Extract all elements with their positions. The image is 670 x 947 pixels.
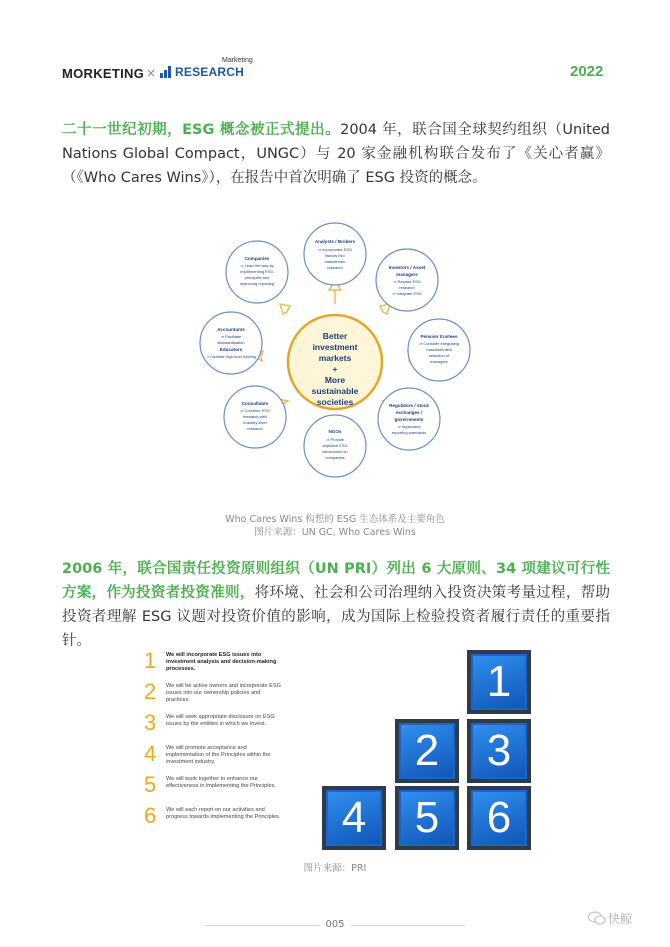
- block-6: [471, 790, 527, 846]
- principle-text: We will be active owners and incorporate ESG issues into our ownership policies and practices.: [166, 683, 281, 703]
- node-line: Educators: [219, 347, 243, 352]
- principle-number: 6: [144, 803, 157, 828]
- pri-source: 图片来源：PRI: [303, 863, 367, 874]
- node-line: ⇒ Provide: [325, 437, 345, 442]
- node-title: Consultants: [241, 401, 269, 406]
- node-line: ⇒ Integrate ESG: [392, 291, 422, 296]
- node-line: research: [399, 285, 415, 290]
- node-line: ⇒ Reward ESG: [393, 279, 421, 284]
- block-1: [471, 654, 527, 710]
- node-line: factors into: [325, 253, 345, 258]
- list-item: [144, 805, 284, 836]
- block-2: [399, 723, 455, 779]
- block-3: [471, 723, 527, 779]
- principle-number: 2: [144, 679, 157, 704]
- center-line-2: investment: [312, 342, 358, 352]
- node-line: research: [327, 265, 343, 270]
- list-item: [144, 650, 284, 681]
- diagram-node-companies: [226, 241, 288, 303]
- block-5: [399, 790, 455, 846]
- diagram-node-analysts: [304, 223, 366, 285]
- principles-list: [144, 650, 284, 836]
- list-item: [144, 743, 284, 774]
- node-title: Pension trustees: [420, 334, 458, 339]
- logo-separator: ×: [146, 66, 157, 80]
- principle-text: We will promote acceptance and implementation of the Principles within the investment industry.: [166, 745, 271, 765]
- center-line-6: sustainable: [311, 386, 359, 396]
- center-line-3: markets: [318, 353, 352, 363]
- node-line: reporting standards: [391, 430, 427, 435]
- node-line: managers: [430, 359, 448, 364]
- diagram-node-pension: [408, 319, 470, 381]
- node-line: ⇒ Facilitate 'high-level' thinking: [206, 355, 256, 359]
- paragraph-unpri-text: 将环境、社会和公司治理纳入投资决策考量过程，帮助投资者理解 ESG 议题对投资价值的影响，成为国际上检验投资者履行责任的重要指针。: [62, 585, 611, 649]
- diagram-caption: Who Cares Wins 构想的 ESG 生态体系及主要角色: [225, 514, 445, 525]
- center-line-1: Better: [322, 331, 348, 341]
- principle-text: We will work together to enhance our effectiveness in implementing the Principles.: [166, 776, 276, 789]
- logo-research-big: RESEARCH: [175, 65, 244, 79]
- list-item: [144, 774, 284, 805]
- list-item: [144, 681, 284, 712]
- node-line: ⇒ Incorporate ESG: [317, 247, 353, 252]
- block-digit: 2: [414, 726, 440, 775]
- wechat-watermark: [588, 908, 648, 928]
- wechat-icon: [588, 911, 606, 925]
- node-line: ⇒ Consider integrating: [418, 341, 460, 346]
- node-title: Analysts / Brokers: [314, 239, 356, 244]
- paragraph-unpri-highlight: 2006 年，联合国责任投资原则组织（UN PRI）列出 6 大原则、34 项建议可行性方案，作为投资者投资准则，: [62, 561, 610, 601]
- diagram-center: [288, 315, 382, 409]
- paragraph-ungc-highlight: 二十一世纪初期，ESG 概念被正式提出。: [62, 122, 341, 138]
- block-digit: 5: [414, 793, 440, 842]
- principle-text: We will seek appropriate disclosure on ESG issues by the entities in which we invest.: [166, 714, 275, 727]
- principle-text: We will each report on our activities and progress towards implementing the Principles.: [166, 807, 281, 820]
- who-cares-wins-diagram: [195, 222, 475, 507]
- page-header: [0, 0, 670, 90]
- node-line: mandates and: [426, 347, 452, 352]
- diagram-node-regulators: [378, 388, 440, 450]
- center-line-7: societies: [316, 397, 354, 407]
- paragraph-unpri: [62, 557, 610, 653]
- node-line: mainstream: [324, 259, 346, 264]
- block-digit: 6: [486, 793, 512, 842]
- year-label: 2022: [570, 63, 604, 80]
- watermark-text: 快鲸: [608, 912, 633, 926]
- principle-text: We will incorporate ESG issues into investment analysis and decision-making processes.: [166, 652, 277, 672]
- node-line: ⇒ Facilitate: [220, 334, 242, 339]
- morketing-logo: MORKETING: [62, 66, 145, 81]
- node-line: information on: [322, 449, 348, 454]
- node-title: Regulators / stock: [389, 403, 429, 408]
- node-line: ⇒ Implement: [397, 424, 421, 429]
- bar-chart-icon: [160, 66, 174, 78]
- diagram-node-consultants: [224, 386, 286, 448]
- node-line: improving reporting: [239, 281, 275, 286]
- logo-research-small: Marketing: [222, 57, 253, 64]
- node-line: governments: [394, 417, 424, 422]
- page-number-text: 005: [319, 919, 350, 930]
- node-line: objective ESG: [322, 443, 348, 448]
- paragraph-ungc: [62, 118, 610, 190]
- node-line: companies: [325, 455, 345, 460]
- node-line: ⇒ Lead the way by: [240, 263, 274, 268]
- node-line: research: [247, 426, 263, 431]
- paragraph-ungc-text: 2004 年，联合国全球契约组织（United Nations Global Compact，UNGC）与 20 家金融机构联合发布了《关心者赢》（《Who Cares Wins》），在报告中首次明确了 ESG 投资的概念。: [62, 122, 610, 186]
- principle-number: 3: [144, 710, 157, 735]
- block-digit: 1: [486, 657, 512, 706]
- diagram-node-ngos: [304, 415, 366, 477]
- node-line: exchanges /: [395, 410, 423, 415]
- block-4: [326, 790, 382, 846]
- pri-principles-figure: [144, 650, 529, 845]
- node-line: principles and: [244, 275, 270, 280]
- list-item: [144, 712, 284, 743]
- diagram-source: 图片来源：UN GC, Who Cares Wins: [254, 527, 416, 538]
- node-title: Accountants: [217, 327, 245, 332]
- center-line-4: +: [332, 364, 338, 374]
- node-title: Investors / Asset: [388, 265, 426, 270]
- node-line: selection of: [428, 353, 450, 358]
- page-number: [0, 919, 670, 930]
- principle-number: 4: [144, 741, 157, 766]
- node-line: research with: [243, 414, 267, 419]
- block-digit: 3: [486, 726, 512, 775]
- node-line: ⇒ Combine ESG: [239, 408, 271, 413]
- node-title: Companies: [244, 256, 270, 261]
- node-title: NGOs: [328, 429, 342, 434]
- center-line-5: More: [324, 375, 346, 385]
- node-line: industry level: [243, 420, 267, 425]
- marketing-research-logo: [160, 57, 253, 81]
- diagram-node-accountants: [200, 312, 262, 374]
- principle-number: 5: [144, 772, 157, 797]
- block-digit: 4: [341, 793, 367, 842]
- node-line: implementing ESG: [240, 269, 274, 274]
- node-line: standardisation: [217, 340, 245, 345]
- number-blocks: [314, 650, 529, 840]
- node-line: managers: [396, 272, 418, 277]
- diagram-node-investors: [376, 249, 438, 311]
- principle-number: 1: [144, 648, 157, 673]
